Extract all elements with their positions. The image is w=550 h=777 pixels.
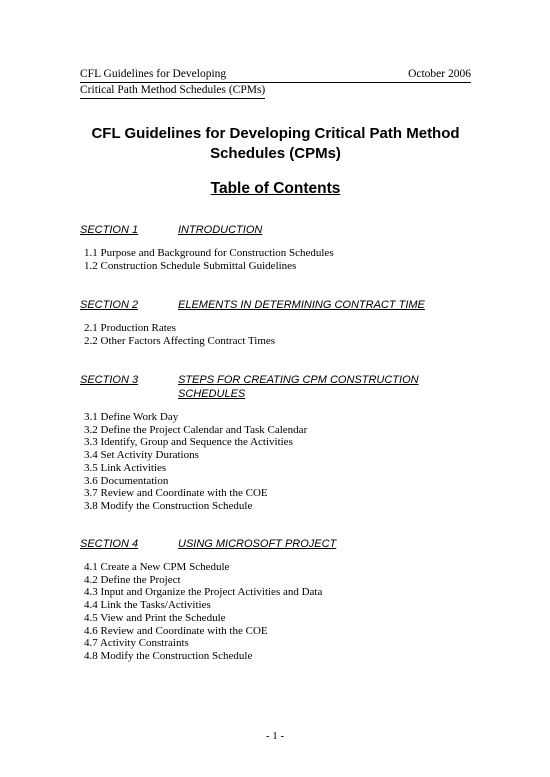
page-number: - 1 - <box>265 730 285 742</box>
toc-section-4 <box>80 537 471 663</box>
toc-item[interactable]: 2.2 Other Factors Affecting Contract Times <box>84 334 276 347</box>
toc-item[interactable]: 4.7 Activity Constraints <box>84 637 189 650</box>
toc-item[interactable]: 3.8 Modify the Construction Schedule <box>84 499 253 512</box>
toc-item[interactable]: 4.1 Create a New CPM Schedule <box>84 561 230 573</box>
toc-item[interactable]: 1.2 Construction Schedule Submittal Guidelines <box>84 259 297 272</box>
toc-item[interactable]: 4.6 Review and Coordinate with the COE <box>84 624 268 637</box>
page-header <box>80 67 471 99</box>
toc-item[interactable]: 3.5 Link Activities <box>84 461 167 474</box>
toc-item[interactable]: 4.8 Modify the Construction Schedule <box>84 649 253 662</box>
header-date: October 2006 <box>408 68 471 80</box>
section-heading[interactable] <box>80 298 471 312</box>
section-item-list <box>84 411 471 513</box>
toc-item[interactable]: 3.7 Review and Coordinate with the COE <box>84 487 268 500</box>
header-line-1 <box>80 67 471 83</box>
toc-item[interactable]: 4.3 Input and Organize the Project Activities and Data <box>84 586 323 599</box>
section-item-list <box>84 322 471 347</box>
document-title: CFL Guidelines for Developing Critical Path Method Schedules (CPMs) <box>91 125 460 162</box>
toc-item[interactable]: 3.1 Define Work Day <box>84 411 179 423</box>
header-doc-subtitle: Critical Path Method Schedules (CPMs) <box>80 83 265 99</box>
toc-heading: Table of Contents <box>210 180 341 197</box>
toc-item[interactable]: 3.2 Define the Project Calendar and Task Calendar <box>84 423 308 436</box>
section-heading[interactable] <box>80 223 471 237</box>
section-number: SECTION 2 <box>80 299 139 311</box>
toc-item[interactable]: 3.3 Identify, Group and Sequence the Activities <box>84 436 293 449</box>
section-item-list <box>84 561 471 663</box>
toc-section-1 <box>80 223 471 272</box>
header-doc-title: CFL Guidelines for Developing <box>80 68 227 80</box>
section-name: USING MICROSOFT PROJECT <box>178 538 337 550</box>
toc-section-3 <box>80 373 471 513</box>
section-heading[interactable] <box>80 537 471 551</box>
section-item-list <box>84 247 471 272</box>
toc-item[interactable]: 4.2 Define the Project <box>84 573 181 586</box>
toc-item[interactable]: 4.5 View and Print the Schedule <box>84 611 226 624</box>
section-name: ELEMENTS IN DETERMINING CONTRACT TIME <box>178 299 425 311</box>
section-heading[interactable] <box>80 373 471 401</box>
toc-item[interactable]: 3.6 Documentation <box>84 474 169 487</box>
toc-item[interactable]: 2.1 Production Rates <box>84 322 176 334</box>
toc-item[interactable]: 4.4 Link the Tasks/Activities <box>84 599 211 612</box>
section-name: INTRODUCTION <box>178 224 263 236</box>
section-number: SECTION 4 <box>80 538 139 550</box>
toc-item[interactable]: 1.1 Purpose and Background for Construction Schedules <box>84 247 334 259</box>
section-name: STEPS FOR CREATING CPM CONSTRUCTION SCHEDULES <box>178 374 419 400</box>
section-number: SECTION 3 <box>80 374 139 386</box>
toc-item[interactable]: 3.4 Set Activity Durations <box>84 449 199 462</box>
toc-section-2 <box>80 298 471 347</box>
section-number: SECTION 1 <box>80 224 139 236</box>
